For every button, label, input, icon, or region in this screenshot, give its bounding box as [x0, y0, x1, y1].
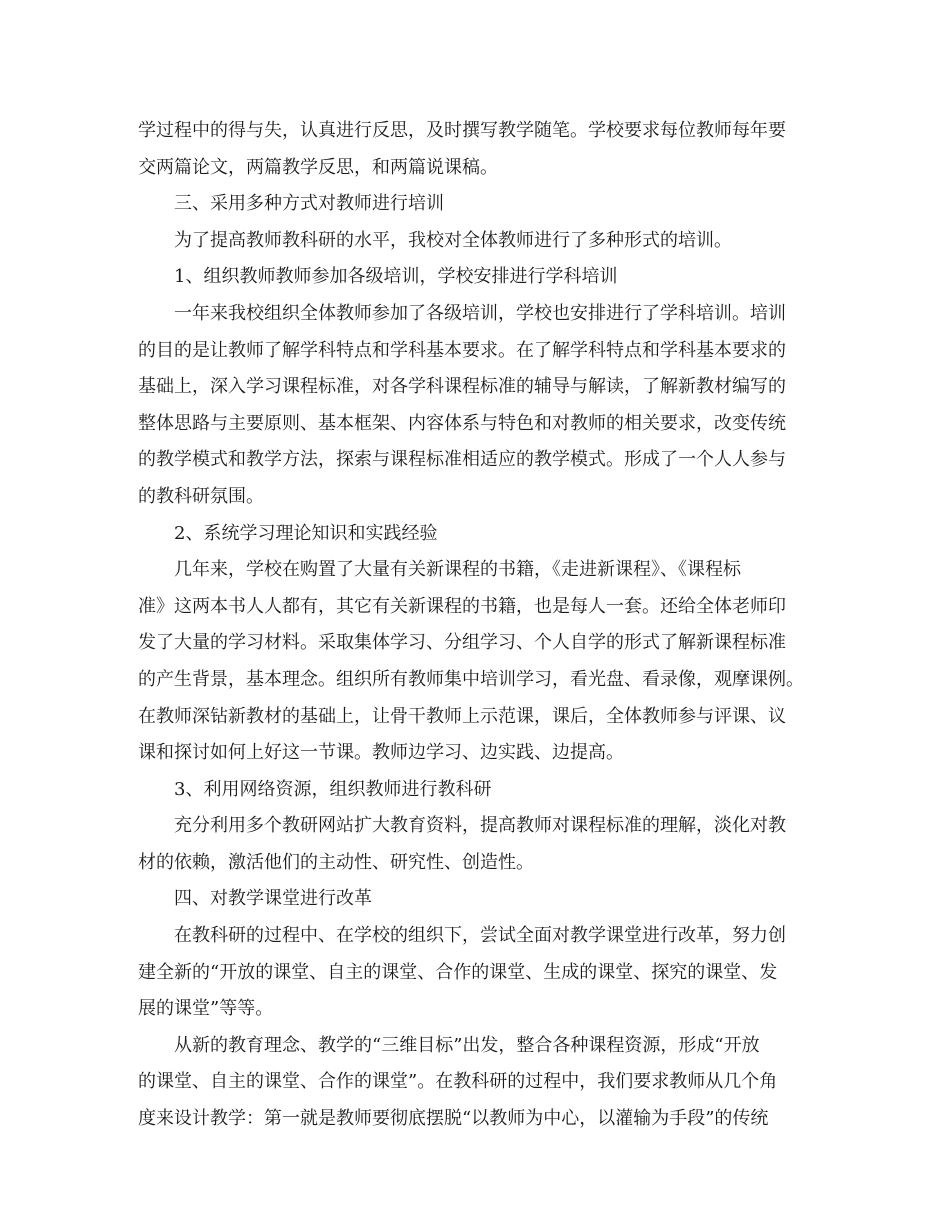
- text-line: 2、系统学习理论知识和实践经验: [174, 522, 438, 544]
- text-line: 从新的教育理念、教学的“三维目标”出发，整合各种课程资源，形成“开放: [174, 1034, 760, 1056]
- text-line: 三、采用多种方式对教师进行培训: [174, 193, 444, 215]
- document-body: [138, 113, 828, 1138]
- text-line: 的教学模式和教学方法，探索与课程标准相适应的教学模式。形成了一个人人参与: [138, 449, 786, 471]
- text-line: 整体思路与主要原则、基本框架、内容体系与特色和对教师的相关要求，改变传统: [138, 412, 786, 434]
- text-line: 在教师深钻新教材的基础上，让骨干教师上示范课，课后，全体教师参与评课、议: [138, 705, 786, 727]
- text-line: 充分利用多个教研网站扩大教育资料，提高教师对课程标准的理解，淡化对教: [174, 815, 786, 837]
- text-line: 展的课堂”等等。: [138, 998, 274, 1020]
- text-line: 准》这两本书人人都有，其它有关新课程的书籍，也是每人一套。还给全体老师印: [138, 595, 786, 617]
- text-line: 建全新的“开放的课堂、自主的课堂、合作的课堂、生成的课堂、探究的课堂、发: [138, 961, 778, 983]
- text-line: 的课堂、自主的课堂、合作的课堂”。在教科研的过程中，我们要求教师从几个角: [138, 1071, 778, 1093]
- text-line: 交两篇论文，两篇教学反思，和两篇说课稿。: [138, 156, 498, 178]
- text-line: 一年来我校组织全体教师参加了各级培训，学校也安排进行了学科培训。培训: [174, 302, 786, 324]
- text-line: 度来设计教学：第一就是教师要彻底摆脱“以教师为中心，以灌输为手段”的传统: [138, 1108, 769, 1130]
- text-line: 发了大量的学习材料。采取集体学习、分组学习、个人自学的形式了解新课程标准: [138, 632, 786, 654]
- text-line: 课和探讨如何上好这一节课。教师边学习、边实践、边提高。: [138, 742, 624, 764]
- text-line: 3、利用网络资源，组织教师进行教科研: [174, 778, 492, 800]
- text-line: 四、对教学课堂进行改革: [174, 888, 372, 910]
- text-line: 为了提高教师教科研的水平，我校对全体教师进行了多种形式的培训。: [174, 229, 732, 251]
- text-line: 的教科研氛围。: [138, 485, 264, 507]
- text-line: 1、组织教师教师参加各级培训，学校安排进行学科培训: [174, 266, 618, 288]
- text-line: 几年来，学校在购置了大量有关新课程的书籍，《走进新课程》、《课程标: [174, 559, 741, 581]
- text-line: 的目的是让教师了解学科特点和学科基本要求。在了解学科特点和学科基本要求的: [138, 339, 786, 361]
- text-line: 在教科研的过程中、在学校的组织下，尝试全面对教学课堂进行改革，努力创: [174, 925, 786, 947]
- text-line: 的产生背景，基本理念。组织所有教师集中培训学习，看光盘、看录像，观摩课例。: [138, 668, 804, 690]
- text-line: 基础上，深入学习课程标准，对各学科课程标准的辅导与解读，了解新教材编写的: [138, 376, 786, 398]
- text-line: 材的依赖，激活他们的主动性、研究性、创造性。: [138, 851, 534, 873]
- text-line: 学过程中的得与失，认真进行反思，及时撰写教学随笔。学校要求每位教师每年要: [138, 120, 786, 141]
